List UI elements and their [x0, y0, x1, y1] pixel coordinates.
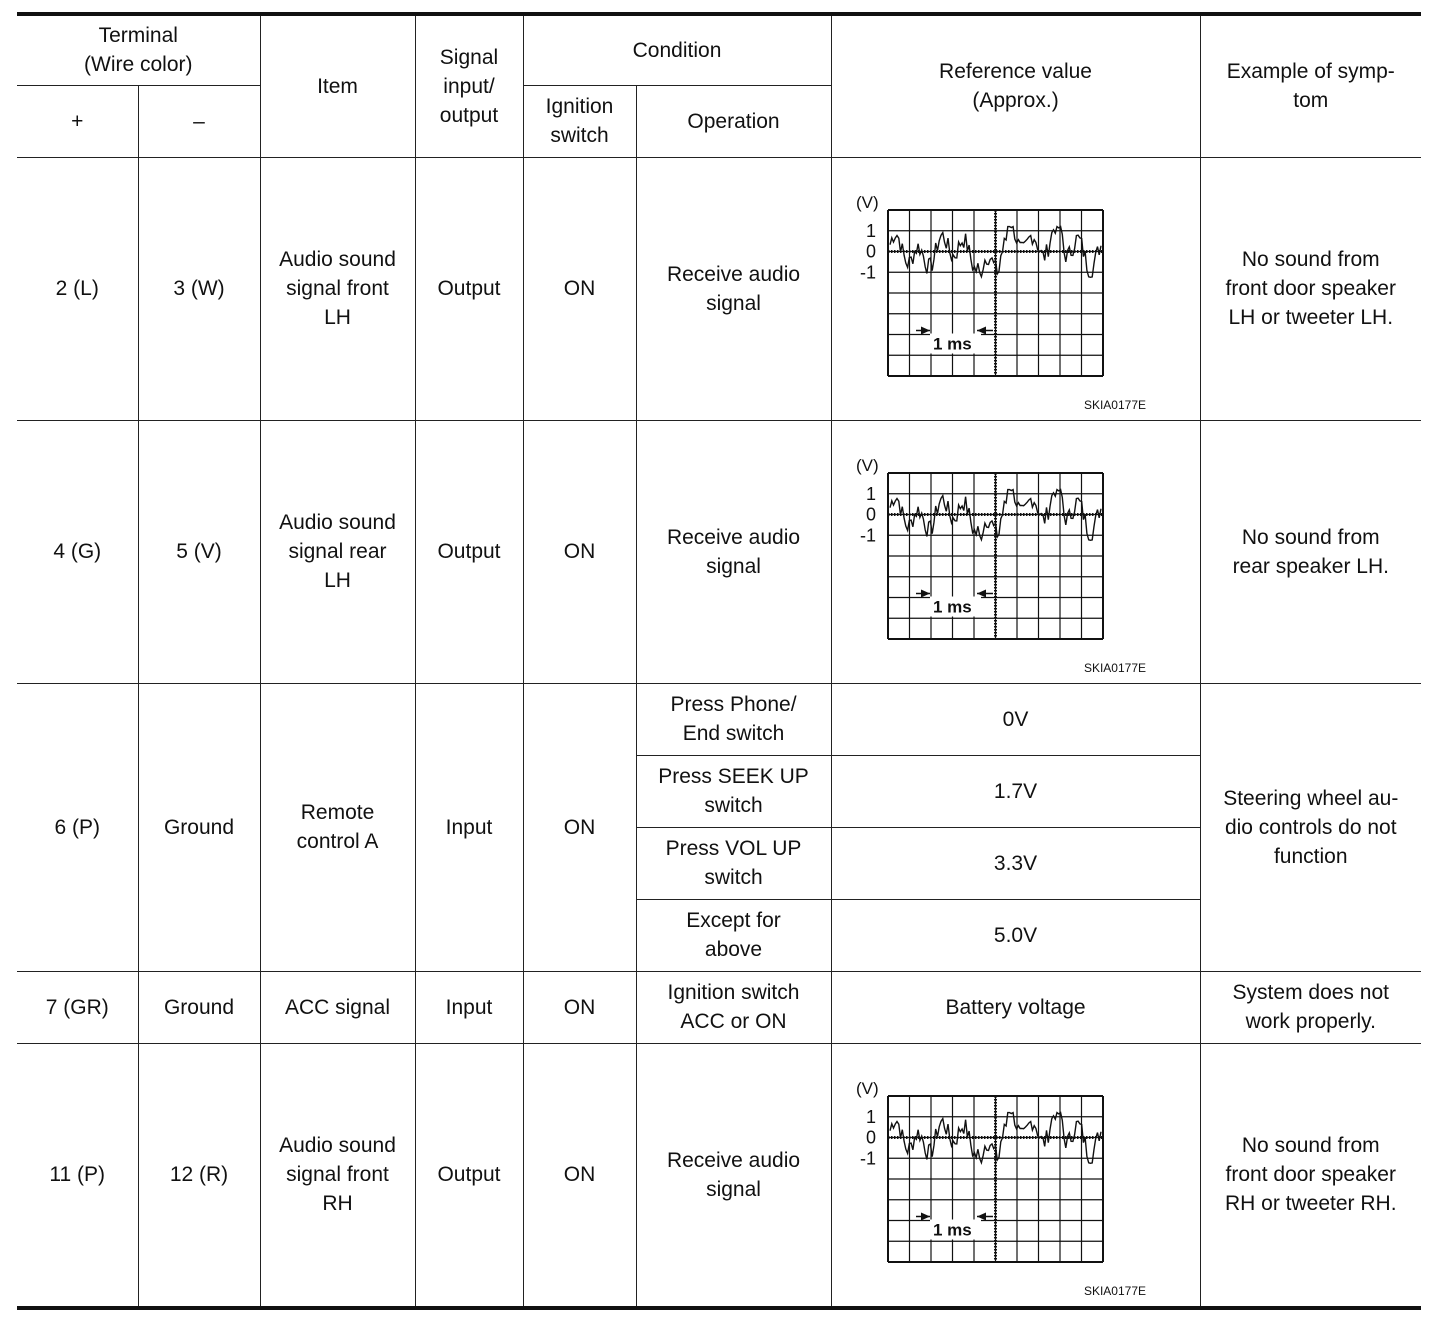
y-tick-label: -1	[859, 1147, 876, 1168]
operation-cell: Receive audio signal	[636, 157, 831, 420]
oscilloscope-waveform	[832, 421, 1200, 683]
reference-value-cell: 3.3V	[831, 827, 1200, 899]
item-cell: Audio sound signal front LH	[260, 157, 415, 420]
header-symptom-example: Example of symp- tom	[1200, 14, 1421, 157]
y-tick-label: 0	[865, 504, 876, 524]
y-tick-label: 1	[865, 220, 876, 241]
terminal-plus: 4 (G)	[17, 420, 138, 683]
arrow-head	[921, 589, 930, 597]
header-operation: Operation	[636, 85, 831, 157]
y-tick-label: 0	[865, 1127, 876, 1147]
operation-cell: Press VOL UP switch	[636, 827, 831, 899]
item-cell: ACC signal	[260, 971, 415, 1043]
terminal-plus: 6 (P)	[17, 683, 138, 971]
arrow-head	[977, 1212, 986, 1220]
ignition-cell: ON	[523, 971, 636, 1043]
y-tick-label: 1	[865, 1106, 876, 1127]
ignition-cell: ON	[523, 1043, 636, 1308]
item-cell: Remote control A	[260, 683, 415, 971]
terminal-plus: 11 (P)	[17, 1043, 138, 1308]
operation-cell: Ignition switch ACC or ON	[636, 971, 831, 1043]
operation-cell: Except for above	[636, 899, 831, 971]
table-row	[17, 420, 1421, 683]
terminal-minus: Ground	[138, 971, 260, 1043]
figure-code-label: SKIA0177E	[1083, 1283, 1146, 1298]
operation-cell: Press Phone/ End switch	[636, 683, 831, 755]
unit-label: (V)	[855, 1078, 879, 1098]
header-terminal-plus: +	[17, 85, 138, 157]
reference-waveform-cell	[831, 1043, 1200, 1308]
unit-label: (V)	[855, 192, 879, 212]
signal-io-cell: Output	[415, 420, 523, 683]
symptom-cell: System does not work properly.	[1200, 971, 1421, 1043]
table-row	[17, 971, 1421, 1043]
signal-io-cell: Input	[415, 683, 523, 971]
terminal-spec-table	[17, 12, 1421, 1310]
terminal-minus: 12 (R)	[138, 1043, 260, 1308]
arrow-head	[977, 589, 986, 597]
operation-cell: Receive audio signal	[636, 420, 831, 683]
symptom-cell: Steering wheel au- dio controls do not function	[1200, 683, 1421, 971]
terminal-minus: 5 (V)	[138, 420, 260, 683]
symptom-cell: No sound from rear speaker LH.	[1200, 420, 1421, 683]
header-reference-value: Reference value (Approx.)	[831, 14, 1200, 157]
operation-cell: Receive audio signal	[636, 1043, 831, 1308]
figure-code-label: SKIA0177E	[1083, 397, 1146, 412]
symptom-cell: No sound from front door speaker LH or tweeter LH.	[1200, 157, 1421, 420]
time-scale-label: 1 ms	[932, 1220, 972, 1239]
oscilloscope-waveform	[832, 1044, 1200, 1306]
arrow-head	[921, 326, 930, 334]
item-cell: Audio sound signal front RH	[260, 1043, 415, 1308]
terminal-plus: 7 (GR)	[17, 971, 138, 1043]
ignition-cell: ON	[523, 420, 636, 683]
signal-io-cell: Output	[415, 157, 523, 420]
table-row	[17, 157, 1421, 420]
ignition-cell: ON	[523, 157, 636, 420]
header-ignition-switch: Ignition switch	[523, 85, 636, 157]
reference-value-cell: 5.0V	[831, 899, 1200, 971]
time-scale-label: 1 ms	[932, 334, 972, 353]
reference-waveform-cell	[831, 420, 1200, 683]
time-scale-label: 1 ms	[932, 597, 972, 616]
table-row	[17, 1043, 1421, 1308]
reference-waveform-cell	[831, 157, 1200, 420]
header-terminal: Terminal (Wire color)	[17, 14, 260, 85]
header-condition: Condition	[523, 14, 831, 85]
item-cell: Audio sound signal rear LH	[260, 420, 415, 683]
table-row	[17, 683, 1421, 755]
reference-value-cell: 1.7V	[831, 755, 1200, 827]
terminal-minus: 3 (W)	[138, 157, 260, 420]
operation-cell: Press SEEK UP switch	[636, 755, 831, 827]
y-tick-label: -1	[859, 524, 876, 545]
signal-io-cell: Input	[415, 971, 523, 1043]
arrow-head	[977, 326, 986, 334]
oscilloscope-waveform	[832, 158, 1200, 420]
header-signal-io: Signal input/ output	[415, 14, 523, 157]
reference-value-cell: 0V	[831, 683, 1200, 755]
terminal-minus: Ground	[138, 683, 260, 971]
header-terminal-minus: –	[138, 85, 260, 157]
symptom-cell: No sound from front door speaker RH or tweeter RH.	[1200, 1043, 1421, 1308]
y-tick-label: -1	[859, 261, 876, 282]
arrow-head	[921, 1212, 930, 1220]
signal-io-cell: Output	[415, 1043, 523, 1308]
y-tick-label: 0	[865, 241, 876, 261]
figure-code-label: SKIA0177E	[1083, 660, 1146, 675]
reference-value-cell: Battery voltage	[831, 971, 1200, 1043]
y-tick-label: 1	[865, 483, 876, 504]
terminal-plus: 2 (L)	[17, 157, 138, 420]
header-item: Item	[260, 14, 415, 157]
ignition-cell: ON	[523, 683, 636, 971]
unit-label: (V)	[855, 455, 879, 475]
